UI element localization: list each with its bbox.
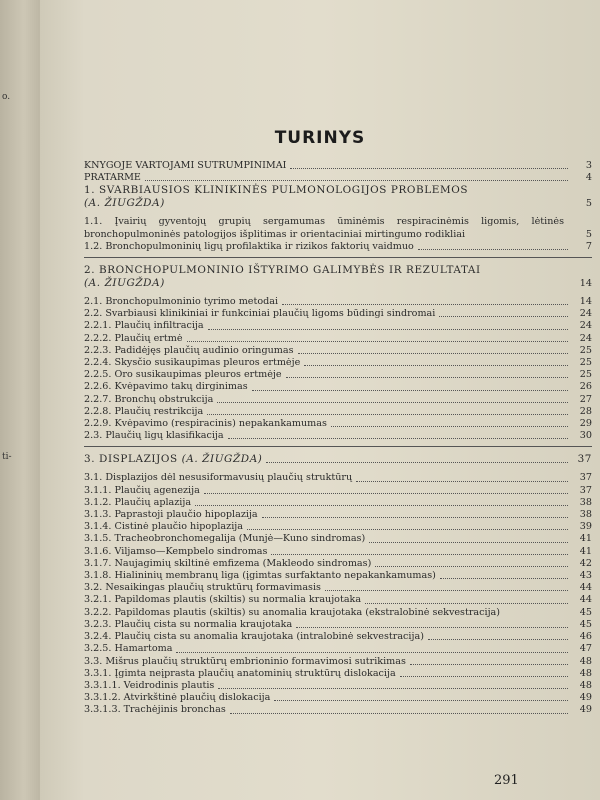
section-divider xyxy=(84,257,592,258)
toc-entry xyxy=(84,345,592,357)
page-ref: 24 xyxy=(579,332,592,344)
toc-entry-label: 2.1. Bronchopulmoninio tyrimo metodai xyxy=(84,296,279,308)
toc-entry xyxy=(84,582,592,594)
page-ref: 29 xyxy=(579,418,592,430)
toc-entry-label: 2.3. Plaučių ligų klasifikacija xyxy=(84,430,224,442)
toc-entry-label: 3.1.2. Plaučių aplazija xyxy=(84,496,192,508)
adjacent-page-edge xyxy=(0,0,40,800)
toc-entry-label: 2.2.7. Bronchų obstrukcija xyxy=(84,393,214,405)
page-ref: 28 xyxy=(579,405,592,417)
page-ref: 14 xyxy=(579,296,592,308)
page-ref: 49 xyxy=(579,692,592,704)
toc-entry-label: 1.2. Bronchopulmoninių ligų profilaktika ir rizikos faktorių vaidmuo xyxy=(84,240,414,252)
toc-entry-label: 3.3.1.1. Veidrodinis plautis xyxy=(84,679,215,691)
toc-entry-label: 2.2.9. Kvėpavimo (respiracinis) nepakankamumas xyxy=(84,418,327,430)
toc-entry xyxy=(84,430,592,442)
toc-entry-label: KNYGOJE VARTOJAMI SUTRUMPINIMAI xyxy=(84,160,287,171)
toc-entry xyxy=(84,533,592,545)
page-ref: 45 xyxy=(579,606,592,618)
toc-entry xyxy=(84,216,592,240)
page-ref: 48 xyxy=(579,679,592,691)
toc-entry-label: 3.1.7. Naujagimių skiltinė emfizema (Makleodo sindromas) xyxy=(84,557,372,569)
toc-entry xyxy=(84,680,592,692)
page-ref: 26 xyxy=(579,381,592,393)
toc-entry xyxy=(84,546,592,558)
chapter-author: (A. ŽIUGŽDA) xyxy=(84,197,165,210)
toc-entry-label: 3.1.6. Viljamso—Kempbelo sindromas xyxy=(84,545,268,557)
toc-entry xyxy=(84,497,592,509)
toc-entry xyxy=(84,369,592,381)
toc-entry xyxy=(84,308,592,320)
page-ref: 37 xyxy=(577,453,592,466)
toc-entry-label: 1.1. Įvairių gyventojų grupių sergamumas ūminėmis respiracinėmis ligomis, lėtinės bronchopulmoninės patologijos išplitimas ir orientaciniai mirtingumo rodikliai xyxy=(84,216,564,240)
page-ref: 5 xyxy=(585,228,592,240)
toc-entry-label: 3.2.2. Papildomas plautis (skiltis) su anomalia kraujotaka (ekstralobinė sekvestracija) xyxy=(84,606,501,618)
toc-entry-label: 3.1.8. Hialininių membranų liga (įgimtas surfaktanto nepakankamumas) xyxy=(84,570,436,582)
page-ref: 38 xyxy=(579,496,592,508)
chapter-title: 2. BRONCHOPULMONINIO IŠTYRIMO GALIMYBĖS IR REZULTATAI xyxy=(84,264,481,277)
page-ref: 37 xyxy=(579,472,592,484)
toc-entry xyxy=(84,521,592,533)
page-ref: 46 xyxy=(579,631,592,643)
toc-entry xyxy=(84,333,592,345)
page-ref: 44 xyxy=(579,594,592,606)
toc-entry-label: 3.2.1. Papildomas plautis (skiltis) su normalia kraujotaka xyxy=(84,594,362,606)
page-ref: 41 xyxy=(579,545,592,557)
page-ref: 48 xyxy=(579,655,592,667)
toc-entry-label: 2.2.8. Plaučių restrikcija xyxy=(84,405,204,417)
toc-entry xyxy=(84,472,592,484)
chapter-title: 1. SVARBIAUSIOS KLINIKINĖS PULMONOLOGIJOS PROBLEMOS xyxy=(84,184,469,197)
page-ref: 25 xyxy=(579,344,592,356)
page-ref: 30 xyxy=(579,430,592,442)
page-ref: 44 xyxy=(579,582,592,594)
toc-entry xyxy=(84,296,592,308)
toc-entry xyxy=(84,692,592,704)
toc-entry-label: 3.3.1. Įgimta neįprasta plaučių anatominių struktūrų dislokacija xyxy=(84,667,396,679)
page-ref: 7 xyxy=(585,240,592,252)
toc-entry xyxy=(84,485,592,497)
toc-entry-label: 2.2. Svarbiausi klinikiniai ir funkciniai plaučių ligoms būdingi sindromai xyxy=(84,308,436,320)
chapter-heading xyxy=(84,264,592,290)
page-ref: 3 xyxy=(585,160,592,171)
toc-entry-label: 3.2. Nesaikingas plaučių struktūrų formavimasis xyxy=(84,582,321,594)
toc-entry-label: 3.2.4. Plaučių cista su anomalia kraujotaka (intralobinė sekvestracija) xyxy=(84,631,424,643)
left-page-fragment: ti- xyxy=(2,452,12,462)
toc-entry-label: 2.2.3. Padidėjęs plaučių audinio oringumas xyxy=(84,344,294,356)
chapter-author: (A. ŽIUGŽDA) xyxy=(84,277,165,290)
toc-entry xyxy=(84,668,592,680)
page-ref: 37 xyxy=(579,484,592,496)
toc-entry xyxy=(84,381,592,393)
toc-entry xyxy=(84,619,592,631)
toc-entry xyxy=(84,406,592,418)
toc-entry-label: 3.2.3. Plaučių cista su normalia kraujotaka xyxy=(84,618,293,630)
toc-entry-label: 3.3. Mišrus plaučių struktūrų embrioninio formavimosi sutrikimas xyxy=(84,655,406,667)
chapter-heading xyxy=(84,184,592,210)
page-ref: 39 xyxy=(579,521,592,533)
toc-entry-label: 3.1.4. Cistinė plaučio hipoplazija xyxy=(84,521,243,533)
toc-entry xyxy=(84,607,592,619)
left-page-fragment: o. xyxy=(2,92,11,102)
page-ref: 41 xyxy=(579,533,592,545)
toc-entry xyxy=(84,172,592,184)
toc-entry-label: 3.3.1.2. Atvirkštinė plaučių dislokacija xyxy=(84,692,271,704)
page-ref: 27 xyxy=(579,393,592,405)
toc-entry xyxy=(84,241,592,253)
page-ref: 49 xyxy=(579,704,592,716)
toc-entry-label: PRATARME xyxy=(84,172,141,184)
toc-entry-label: 3.1. Displazijos dėl nesusiformavusių plaučių struktūrų xyxy=(84,472,353,484)
page-ref: 47 xyxy=(579,643,592,655)
toc-entry xyxy=(84,643,592,655)
page-ref: 14 xyxy=(579,277,592,289)
page-ref: 42 xyxy=(579,557,592,569)
table-of-contents xyxy=(84,160,592,717)
page-number: 291 xyxy=(494,773,519,788)
toc-entry-label: 2.2.4. Skysčio susikaupimas pleuros ertmėje xyxy=(84,357,301,369)
toc-entry xyxy=(84,394,592,406)
toc-entry xyxy=(84,594,592,606)
page-ref: 4 xyxy=(585,172,592,184)
page-title: TURINYS xyxy=(274,128,366,148)
page-ref: 5 xyxy=(585,198,592,210)
toc-entry-label: 3.3.1.3. Trachėjinis bronchas xyxy=(84,704,226,716)
toc-entry xyxy=(84,357,592,369)
toc-entry-label: 3.2.5. Hamartoma xyxy=(84,643,173,655)
toc-entry-label: 3.1.3. Paprastoji plaučio hipoplazija xyxy=(84,509,258,521)
page-ref: 24 xyxy=(579,308,592,320)
toc-entry-label: 2.2.1. Plaučių infiltracija xyxy=(84,320,204,332)
book-page xyxy=(40,0,600,800)
toc-entry-label: 2.2.2. Plaučių ertmė xyxy=(84,332,183,344)
toc-entry xyxy=(84,320,592,332)
page-ref: 24 xyxy=(579,320,592,332)
chapter-author: (A. ŽIUGŽDA) xyxy=(181,453,263,466)
toc-entry xyxy=(84,656,592,668)
toc-entry-label: 2.2.6. Kvėpavimo takų dirginimas xyxy=(84,381,248,393)
toc-entry xyxy=(84,704,592,716)
toc-entry xyxy=(84,570,592,582)
chapter-heading xyxy=(84,453,592,466)
chapter-title: 3. DISPLAZIJOS xyxy=(84,453,178,466)
page-ref: 38 xyxy=(579,509,592,521)
toc-entry xyxy=(84,631,592,643)
toc-entry-label: 3.1.1. Plaučių agenezija xyxy=(84,484,200,496)
page-ref: 25 xyxy=(579,369,592,381)
toc-entry xyxy=(84,160,592,172)
toc-entry-label: 2.2.5. Oro susikaupimas pleuros ertmėje xyxy=(84,369,282,381)
page-ref: 43 xyxy=(579,570,592,582)
page-ref: 45 xyxy=(579,618,592,630)
section-divider xyxy=(84,446,592,447)
page-ref: 25 xyxy=(579,357,592,369)
toc-entry xyxy=(84,509,592,521)
toc-entry-label: 3.1.5. Tracheobronchomegalija (Munjė—Kuno sindromas) xyxy=(84,533,366,545)
page-ref: 48 xyxy=(579,667,592,679)
toc-entry xyxy=(84,558,592,570)
toc-entry xyxy=(84,418,592,430)
